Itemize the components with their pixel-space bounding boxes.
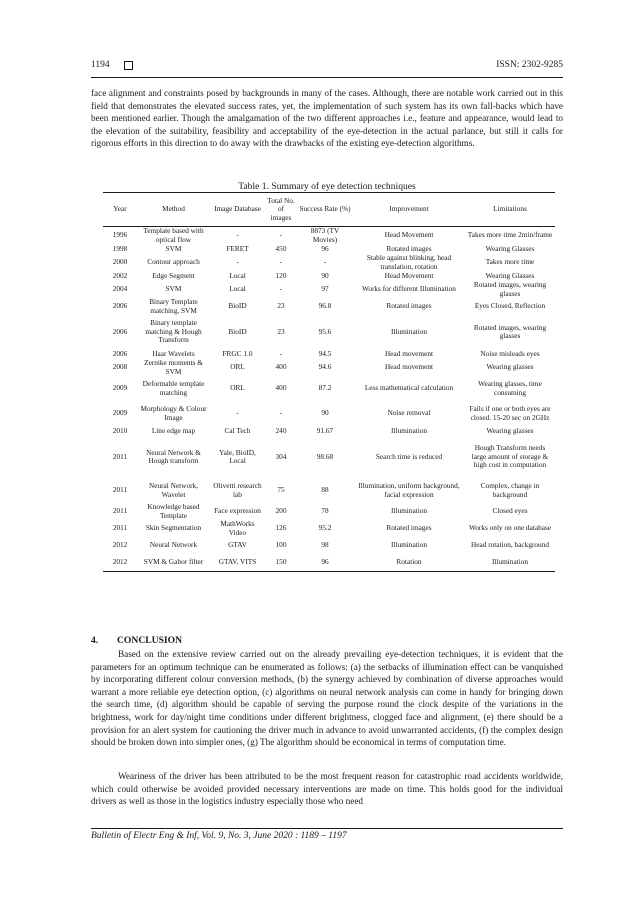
table-cell: Template based with optical flow xyxy=(143,226,204,244)
table-cell: Local xyxy=(229,284,246,294)
column-header: Total No. of images xyxy=(265,193,297,227)
conclusion-paragraph-1: Based on the extensive review carried out on the already prevailing eye-detection techniques, it is evident that the parameters for an optimum technique can be enumerated as follows: (a) the setbacks of illumination effect can be vanquished by incorporating different colour conversion methods, (b) the synergy achieved by combination of diverse approaches would warrant a more reliable eye detection option, (c) algorithms on neural network analysis can come in handy for bringing down the search time, (d) algorithm should be capable of serving the purpose round the clock despite of the variations in the brightness, work for day/night time conditions under different brightness, clogged face and alignment, (e) there should be a provision for an alert system for cautioning the driver much in advance to avoid unwarranted accidents, (f) the complex design should be broken down into simpler ones, (g) The algorithm should be economical in terms of computation time. xyxy=(91,649,563,748)
table-row xyxy=(103,436,555,478)
section-number: 4. xyxy=(91,635,99,646)
table-cell: Works only on one database xyxy=(468,523,552,533)
table-cell: Takes more time 2min/frame xyxy=(467,230,553,240)
table-cell: 120 xyxy=(275,270,287,280)
table-cell: - xyxy=(279,284,283,294)
table-cell: 400 xyxy=(275,362,287,372)
table-cell: 2006 xyxy=(112,301,128,311)
table-row xyxy=(103,315,555,349)
table-cell: Wearing glasses xyxy=(486,425,534,435)
table-cell: 2012 xyxy=(103,554,137,571)
table-cell: Wearing glasses xyxy=(486,362,534,372)
table-cell: Binary Template matching, SVM xyxy=(149,297,198,315)
table-cell: 200 xyxy=(275,506,287,516)
table-cell: - xyxy=(279,257,283,267)
table-cell: 23 xyxy=(277,301,285,311)
table-cell: Rotated images, wearing glasses xyxy=(473,322,547,340)
table-cell: 400 xyxy=(275,383,287,393)
table-cell: 2009 xyxy=(112,408,128,418)
column-header: Year xyxy=(103,193,137,227)
table-row xyxy=(103,376,555,401)
table-cell: 98.68 xyxy=(316,451,334,461)
table-cell: 2012 xyxy=(112,540,128,550)
column-header: Method xyxy=(137,193,210,227)
table-cell: Neural Network & Hough transform xyxy=(146,447,201,465)
table-cell: Rotated images xyxy=(386,301,432,311)
table-body xyxy=(103,227,555,572)
table-cell: Noise removal xyxy=(387,408,431,418)
table-cell: Search time is reduced xyxy=(375,451,443,461)
conclusion-paragraph-2: Weariness of the driver has been attributed to be the most frequent reason for catastrophic road accidents worldwide, which could otherwise be avoided provided necessary interventions are made on time. This holds good for the individual drivers as well as those in the logistics industry especially those who need xyxy=(91,771,563,807)
table-cell: Contour approach xyxy=(147,257,200,267)
table-cell: Head movement xyxy=(384,348,434,358)
table-cell: 2010 xyxy=(112,425,128,435)
table-row xyxy=(103,520,555,537)
table-cell: Skin Segmentation xyxy=(145,523,202,533)
table-cell: 126 xyxy=(275,523,287,533)
table-cell: Line edge map xyxy=(151,425,196,435)
table-cell: Edge Segment xyxy=(152,270,195,280)
table-cell: GTAV, VITS xyxy=(210,554,265,571)
table-cell: Less mathematical calculation xyxy=(364,383,454,393)
table-cell: Rotated images xyxy=(386,243,432,253)
table-cell: - xyxy=(279,408,283,418)
table-row xyxy=(103,478,555,503)
table-cell: Wearing Glasses xyxy=(485,270,535,280)
table-cell: 2009 xyxy=(112,383,128,393)
table-cell: 1998 xyxy=(112,243,128,253)
table-cell: - xyxy=(236,230,239,240)
intro-paragraph: face alignment and constraints posed by backgrounds in many of the cases. Although, there are notable work carried out in this field that demonstrates the elevated success rates, yet, the implementation of such system has its own fall-backs which have been mentioned earlier. Though the amalgamation of the two different approaches i.e., feature and appearance, would lead to the elevation of the suitability, feasibility and acceptability of the eye-detection in the actual parlance, but still it calls for rigorous efforts in this direction to do away with the drawbacks of the existing eye-detection algorithms. xyxy=(91,88,563,149)
table-cell: SVM xyxy=(165,243,182,253)
header-rule xyxy=(91,77,563,78)
footer-rule xyxy=(91,828,563,829)
table-cell: 8873 (TV Movies) xyxy=(310,226,340,244)
table-cell: 1996 xyxy=(112,230,128,240)
table-row xyxy=(103,426,555,436)
table-cell: 90 xyxy=(321,270,329,280)
table-cell: Rotated images, wearing glasses xyxy=(473,280,547,298)
table-cell: ORL xyxy=(230,362,245,372)
table-cell: 240 xyxy=(275,425,287,435)
table-cell: 2011 xyxy=(112,523,128,533)
table-cell: Olivetti research lab xyxy=(213,481,262,499)
issn-label: ISSN: 2302-9285 xyxy=(496,60,563,70)
table-cell: 94.5 xyxy=(318,348,332,358)
table-cell: - xyxy=(236,408,239,418)
table-cell: Head movement xyxy=(384,362,434,372)
table-row xyxy=(103,254,555,271)
table-cell: 2002 xyxy=(112,270,128,280)
table-cell: Rotated images xyxy=(386,523,432,533)
table-cell: FERET xyxy=(226,243,249,253)
table-cell: Takes more time xyxy=(485,257,535,267)
table-cell: 95.6 xyxy=(318,326,332,336)
table-cell: Rotation xyxy=(353,554,465,571)
table-row xyxy=(103,554,555,571)
eye-detection-table xyxy=(103,192,555,572)
table-cell: 2008 xyxy=(112,362,128,372)
column-header: Limitations xyxy=(465,193,555,227)
table-cell: 2011 xyxy=(112,451,128,461)
table-cell: - xyxy=(279,230,283,240)
table-cell: Deformable template matching xyxy=(142,379,205,397)
page-number: 1194 xyxy=(91,60,110,70)
table-cell: 2004 xyxy=(112,284,128,294)
table-cell: Face expression xyxy=(214,506,261,516)
table-row xyxy=(103,537,555,554)
table-cell: Local xyxy=(229,270,246,280)
column-header: Improvement xyxy=(353,193,465,227)
table-cell: Hough Transform needs large amount of storage & high cost in computation xyxy=(471,443,549,470)
table-cell: Cal Tech xyxy=(224,425,251,435)
table-cell: ORL xyxy=(230,383,245,393)
table-cell: Wearing glasses, time consuming xyxy=(478,379,542,397)
table-cell: 2006 xyxy=(112,348,128,358)
table-cell: 96 xyxy=(297,554,353,571)
table-cell: Noise misleads eyes xyxy=(480,348,540,358)
table-cell: BioID xyxy=(228,326,247,336)
table-cell: Stable against blinking, head translation, rotation xyxy=(366,253,452,271)
table-cell: Binary template matching & Hough Transform xyxy=(145,318,202,345)
table-cell: GTAV xyxy=(228,540,247,550)
table-cell: 96 xyxy=(321,243,329,253)
table-cell: - xyxy=(236,257,239,267)
table-cell: Head rotation, background xyxy=(470,540,549,550)
table-cell: Haar Wavelets xyxy=(152,348,195,358)
section-title: CONCLUSION xyxy=(117,635,183,646)
table-cell: 95.2 xyxy=(318,523,332,533)
column-header: Image Database xyxy=(210,193,265,227)
square-bullet-icon xyxy=(124,61,133,70)
table-cell: 98 xyxy=(321,540,329,550)
table-cell: Wearing Glasses xyxy=(485,243,535,253)
table-cell: Illumination xyxy=(390,506,428,516)
table-cell: Eyes Closed, Reflection xyxy=(474,301,546,311)
table-cell: Illumination xyxy=(390,326,428,336)
table-cell: BioID xyxy=(228,301,247,311)
table-cell: - xyxy=(323,257,327,267)
table-cell: Yale, BioID, Local xyxy=(219,447,256,465)
table-cell: MathWorks Video xyxy=(220,519,255,537)
table-cell: 90 xyxy=(321,408,329,418)
table-cell: 2000 xyxy=(112,257,128,267)
table-cell: Illumination xyxy=(390,540,428,550)
table-cell: 100 xyxy=(275,540,287,550)
table-caption: Table 1. Summary of eye detection techniques xyxy=(238,181,416,192)
table-cell: 2006 xyxy=(112,326,128,336)
table-cell: Illumination xyxy=(390,425,428,435)
table-cell: Head Movement xyxy=(384,230,434,240)
table-cell: 2011 xyxy=(112,506,128,516)
table-cell: Zernike moments & SVM xyxy=(144,358,203,376)
section-heading xyxy=(91,635,182,646)
table-cell: SVM xyxy=(165,284,182,294)
table-cell: Morphology & Colour Image xyxy=(140,404,207,422)
table-cell: 78 xyxy=(321,506,329,516)
table-cell: Neural Network, Wavelet xyxy=(148,481,199,499)
table-cell: SVM & Gabor filter xyxy=(137,554,210,571)
table-cell: 304 xyxy=(275,451,287,461)
table-row xyxy=(103,244,555,254)
table-row xyxy=(103,401,555,426)
table-cell: Fails if one or both eyes are closed. 15-20 sec on 2GHz xyxy=(469,404,551,422)
table-cell: 2011 xyxy=(112,485,128,495)
table-cell: Closed eyes xyxy=(492,506,528,516)
table-cell: Knowledge based Template xyxy=(147,502,200,520)
table-cell: 450 xyxy=(275,243,287,253)
table-cell: 97 xyxy=(321,284,329,294)
table-cell: Illumination, uniform background, facial expression xyxy=(358,481,460,499)
table-cell: Works for different Illumination xyxy=(362,284,456,294)
table-row xyxy=(103,227,555,245)
table-cell: 75 xyxy=(277,485,285,495)
page-header xyxy=(91,60,563,76)
table-row xyxy=(103,281,555,298)
column-header: Success Rate (%) xyxy=(297,193,353,227)
table-cell: 87.2 xyxy=(318,383,332,393)
table-cell: Illumination xyxy=(465,554,555,571)
table-cell: 94.6 xyxy=(318,362,332,372)
table-cell: FRGC 1.0 xyxy=(222,348,253,358)
table-cell: - xyxy=(279,348,283,358)
footer-citation: Bulletin of Electr Eng & Inf, Vol. 9, No. 3, June 2020 : 1189 – 1197 xyxy=(91,831,347,841)
table-row xyxy=(103,359,555,376)
table-cell: 88 xyxy=(321,485,329,495)
table-row xyxy=(103,503,555,520)
table-cell: Complex, change in background xyxy=(480,481,540,499)
table-cell: 150 xyxy=(265,554,297,571)
table-cell: 23 xyxy=(277,326,285,336)
table-row xyxy=(103,298,555,315)
table-cell: 91.67 xyxy=(316,425,334,435)
table-header-row xyxy=(103,193,555,227)
table-cell: Head Movement xyxy=(384,270,434,280)
table-cell: Neural Network xyxy=(149,540,198,550)
table-cell: 96.8 xyxy=(318,301,332,311)
